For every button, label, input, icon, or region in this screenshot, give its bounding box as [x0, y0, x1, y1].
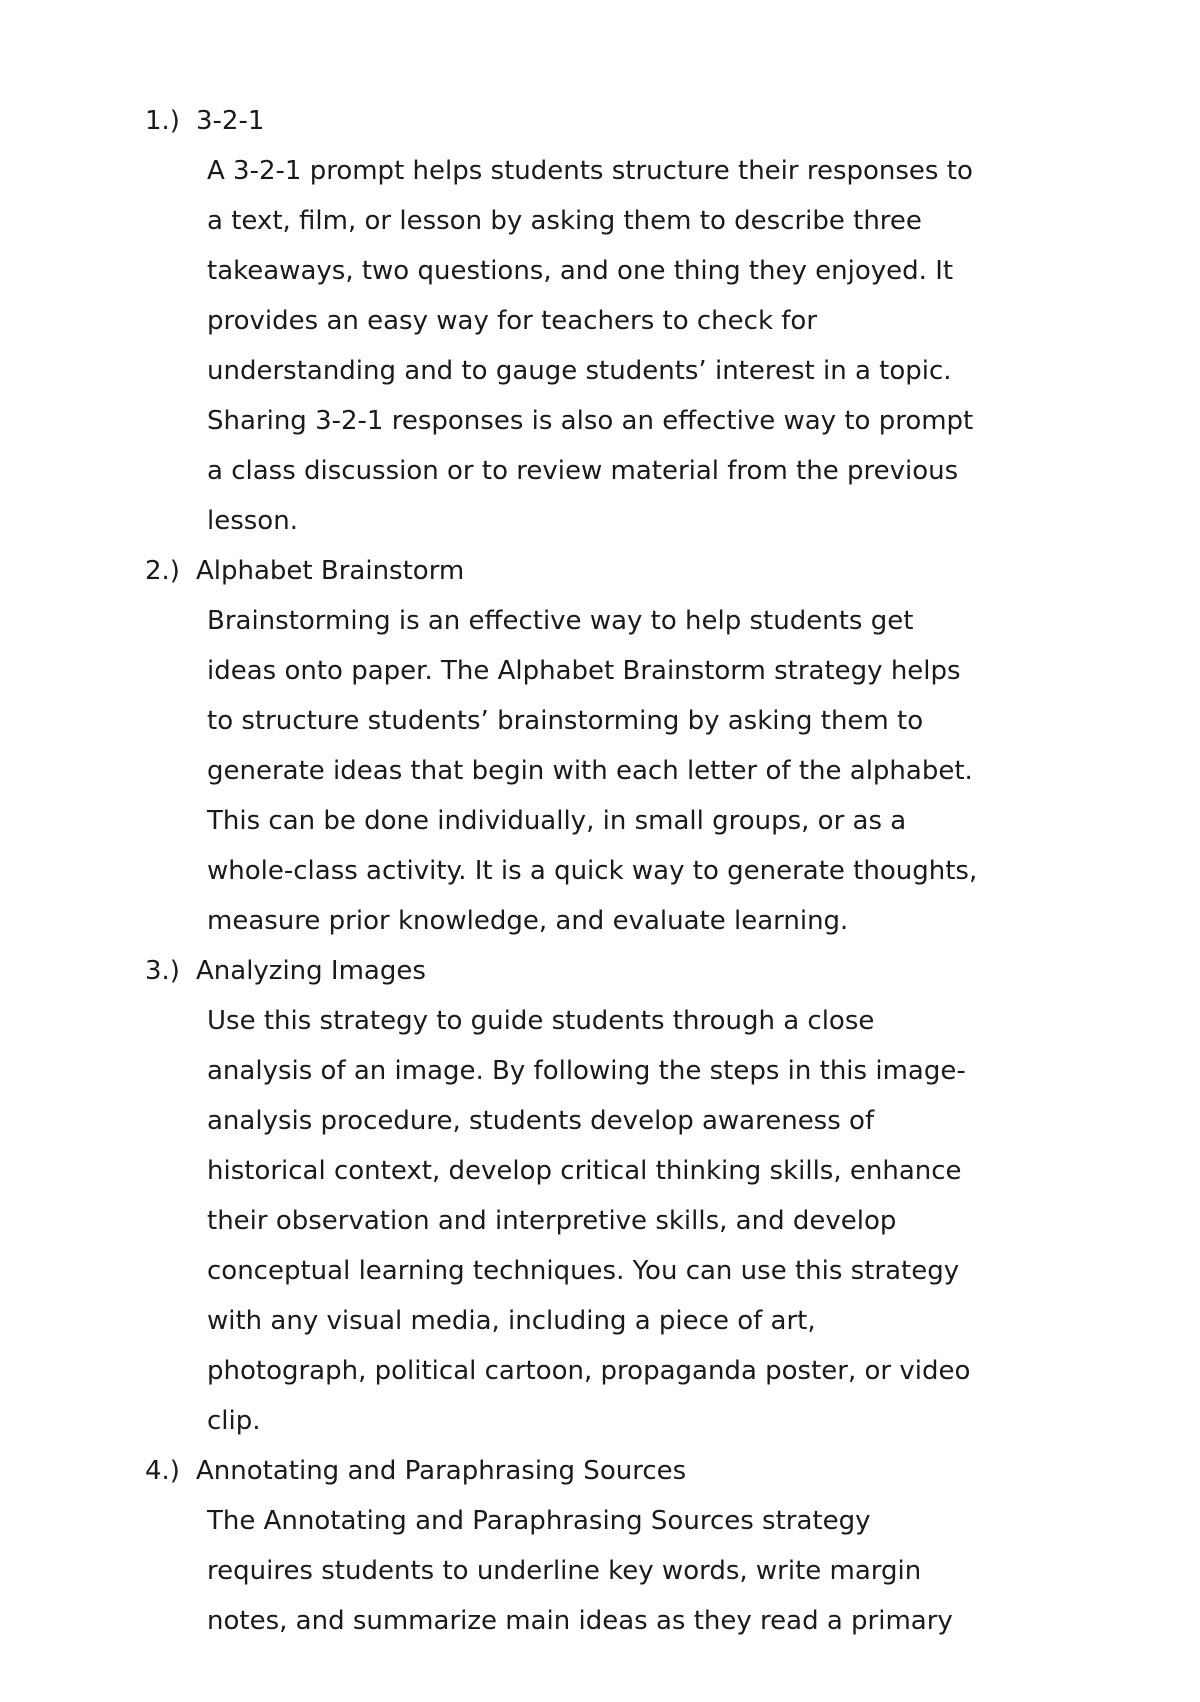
strategy-list — [145, 96, 1075, 1646]
text-line: Brainstorming is an effective way to help students get — [207, 606, 914, 636]
text-line: analysis procedure, students develop awareness of — [207, 1106, 875, 1136]
item-description — [207, 1496, 1067, 1646]
item-number: 2.) — [145, 556, 180, 586]
text-line: photograph, political cartoon, propaganda poster, or video — [207, 1356, 971, 1386]
text-line: understanding and to gauge students’ interest in a topic. — [207, 356, 952, 386]
text-line: to structure students’ brainstorming by asking them to — [207, 706, 924, 736]
item-description — [207, 146, 1067, 546]
item-heading — [145, 946, 1075, 996]
item-description — [207, 596, 1067, 946]
item-heading — [145, 96, 1075, 146]
item-heading — [145, 546, 1075, 596]
text-line: generate ideas that begin with each letter of the alphabet. — [207, 756, 973, 786]
text-line: whole-class activity. It is a quick way to generate thoughts, — [207, 856, 978, 886]
text-line: The Annotating and Paraphrasing Sources strategy — [207, 1506, 871, 1536]
item-heading — [145, 1446, 1075, 1496]
item-number: 3.) — [145, 956, 180, 986]
text-line: ideas onto paper. The Alphabet Brainstorm strategy helps — [207, 656, 961, 686]
list-item — [145, 96, 1075, 546]
item-number: 1.) — [145, 106, 180, 136]
text-line: lesson. — [207, 506, 298, 536]
text-line: requires students to underline key words, write margin — [207, 1556, 922, 1586]
text-line: clip. — [207, 1406, 261, 1436]
text-line: measure prior knowledge, and evaluate learning. — [207, 906, 849, 936]
text-line: Use this strategy to guide students through a close — [207, 1006, 875, 1036]
text-line: conceptual learning techniques. You can use this strategy — [207, 1256, 960, 1286]
item-description — [207, 996, 1067, 1446]
list-item — [145, 946, 1075, 1446]
text-line: a class discussion or to review material from the previous — [207, 456, 959, 486]
text-line: This can be done individually, in small groups, or as a — [207, 806, 907, 836]
item-title: 3-2-1 — [196, 106, 265, 136]
text-line: their observation and interpretive skills, and develop — [207, 1206, 897, 1236]
item-title: Alphabet Brainstorm — [196, 556, 465, 586]
text-line: Sharing 3-2-1 responses is also an effective way to prompt — [207, 406, 974, 436]
text-line: A 3-2-1 prompt helps students structure their responses to — [207, 156, 973, 186]
text-line: provides an easy way for teachers to check for — [207, 306, 818, 336]
text-line: analysis of an image. By following the steps in this image- — [207, 1056, 966, 1086]
item-title: Analyzing Images — [196, 956, 426, 986]
list-item — [145, 1446, 1075, 1646]
text-line: notes, and summarize main ideas as they read a primary — [207, 1606, 953, 1636]
item-title: Annotating and Paraphrasing Sources — [196, 1456, 687, 1486]
text-line: takeaways, two questions, and one thing they enjoyed. It — [207, 256, 954, 286]
text-line: with any visual media, including a piece of art, — [207, 1306, 816, 1336]
list-item — [145, 546, 1075, 946]
text-line: a text, film, or lesson by asking them to describe three — [207, 206, 922, 236]
text-line: historical context, develop critical thinking skills, enhance — [207, 1156, 962, 1186]
item-number: 4.) — [145, 1456, 180, 1486]
